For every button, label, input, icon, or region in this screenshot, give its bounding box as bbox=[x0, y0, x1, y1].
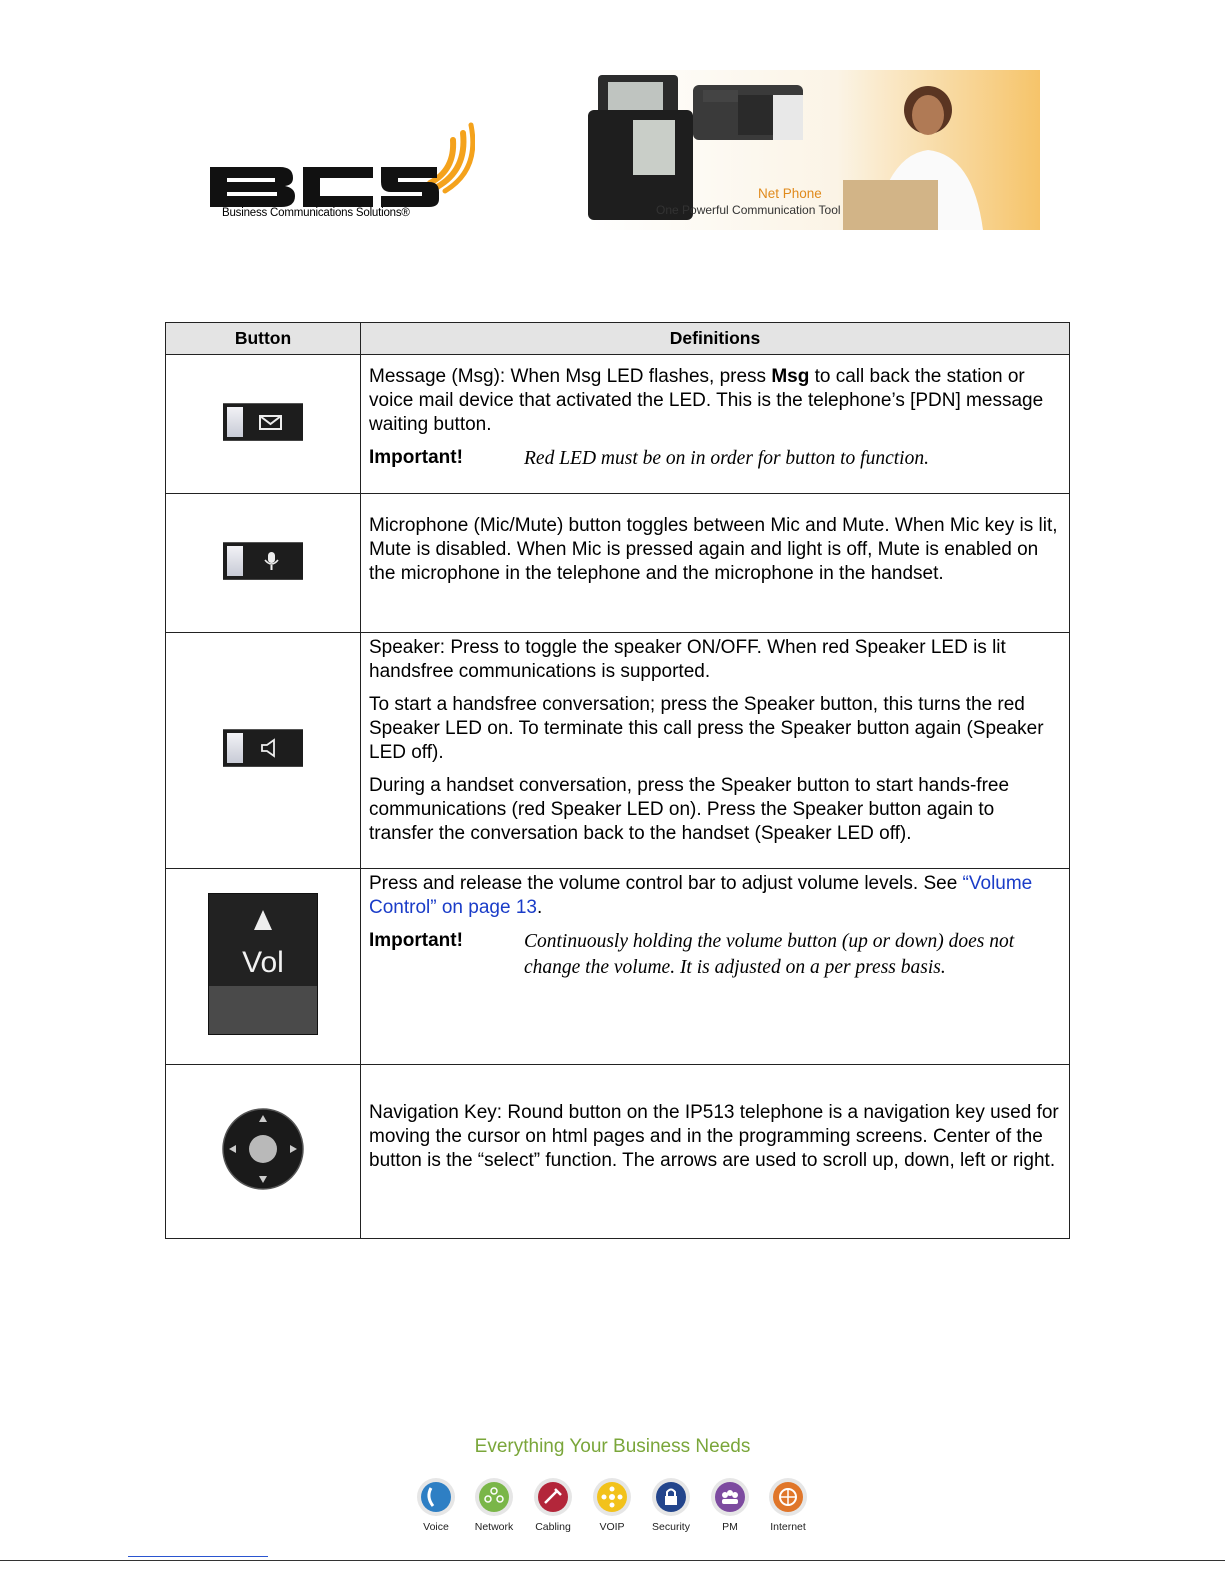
vol-text-pre: Press and release the volume control bar to adjust volume levels. See bbox=[369, 873, 963, 894]
speaker-text-3: During a handset conversation, press the Speaker button to start hands-free communications (red Speaker LED on). Press the Speaker button again to transfer the conversation back to the handset (Speaker LED off). bbox=[369, 775, 1010, 844]
navigation-key-icon bbox=[221, 1107, 305, 1191]
service-internet bbox=[760, 1477, 816, 1533]
footer-link-underline bbox=[128, 1556, 268, 1557]
service-label: Network bbox=[474, 1521, 514, 1533]
speaker-text-2: To start a handsfree conversation; press the Speaker button, this turns the red Speaker LED on. To terminate this call press the Speaker button again (Speaker LED off). bbox=[369, 694, 1044, 763]
microphone-key-icon bbox=[223, 542, 303, 580]
security-icon bbox=[651, 1477, 691, 1517]
definition-cell bbox=[361, 1065, 1070, 1239]
pm-icon bbox=[710, 1477, 750, 1517]
service-label: Cabling bbox=[535, 1521, 571, 1533]
service-pm bbox=[702, 1477, 758, 1533]
definition-cell bbox=[361, 633, 1070, 869]
banner-title: Net Phone bbox=[758, 186, 822, 201]
table-row bbox=[166, 494, 1070, 633]
banner-subtitle: One Powerful Communication Tool bbox=[656, 203, 841, 217]
network-icon bbox=[474, 1477, 514, 1517]
button-cell bbox=[166, 355, 361, 494]
table-row bbox=[166, 1065, 1070, 1239]
voice-icon bbox=[416, 1477, 456, 1517]
footer-tagline: Everything Your Business Needs bbox=[474, 1436, 751, 1457]
msg-text-bold: Msg bbox=[771, 366, 810, 387]
footer-divider bbox=[0, 1560, 1225, 1561]
service-label: Voice bbox=[423, 1521, 449, 1533]
mic-text: Microphone (Mic/Mute) button toggles between Mic and Mute. When Mic key is lit, Mute is disabled. When Mic is pressed again and light is off, Mute is enabled on the microphone in the telephone and the microphone in the handset. bbox=[369, 515, 1058, 584]
definition-cell bbox=[361, 494, 1070, 633]
button-cell bbox=[166, 494, 361, 633]
logo-tagline: Business Communications Solutions® bbox=[222, 207, 410, 219]
important-text: Continuously holding the volume button (up or down) does not change the volume. It is adjusted on a per press basis. bbox=[524, 931, 1015, 978]
internet-icon bbox=[768, 1477, 808, 1517]
service-label: Security bbox=[652, 1521, 690, 1533]
important-note bbox=[369, 446, 1061, 472]
important-note bbox=[369, 929, 1061, 981]
service-label: Internet bbox=[770, 1521, 806, 1533]
important-label: Important! bbox=[369, 447, 463, 468]
column-header-button: Button bbox=[166, 323, 361, 355]
important-text: Red LED must be on in order for button to function. bbox=[524, 448, 929, 469]
table-row bbox=[166, 633, 1070, 869]
speaker-text-1: Speaker: Press to toggle the speaker ON/OFF. When red Speaker LED is lit handsfree communications is supported. bbox=[369, 637, 1006, 682]
service-label: PM bbox=[722, 1521, 738, 1533]
volume-control-link[interactable]: “Volume Control” on page 13 bbox=[369, 873, 1033, 918]
message-key-icon bbox=[223, 403, 303, 441]
nav-text: Navigation Key: Round button on the IP513 telephone is a navigation key used for moving the cursor on html pages and in the programming screens. Center of the button is the “select” function. The arrows are used to scroll up, down, left or right. bbox=[369, 1102, 1059, 1171]
service-network bbox=[466, 1477, 522, 1533]
service-security bbox=[643, 1477, 699, 1533]
definition-cell bbox=[361, 869, 1070, 1065]
volume-key-icon bbox=[208, 893, 318, 1035]
msg-text-pre: Message (Msg): When Msg LED flashes, press bbox=[369, 366, 772, 387]
service-cabling bbox=[525, 1477, 581, 1533]
table-row bbox=[166, 355, 1070, 494]
button-definitions-table bbox=[165, 322, 1070, 1239]
button-cell bbox=[166, 633, 361, 869]
service-voice bbox=[408, 1477, 464, 1533]
vol-text-post: . bbox=[536, 897, 543, 918]
voip-icon bbox=[592, 1477, 632, 1517]
definition-cell bbox=[361, 355, 1070, 494]
important-label: Important! bbox=[369, 930, 463, 951]
column-header-definitions: Definitions bbox=[361, 323, 1070, 355]
button-cell bbox=[166, 1065, 361, 1239]
table-row bbox=[166, 869, 1070, 1065]
volume-key-label: Vol bbox=[242, 946, 284, 979]
button-cell bbox=[166, 869, 361, 1065]
speaker-key-icon bbox=[223, 729, 303, 767]
msg-text-post: to call back the station or voice mail device that activated the LED. This is the telephone’s [PDN] message waiting button. bbox=[369, 366, 1044, 435]
cabling-icon bbox=[533, 1477, 573, 1517]
service-voip bbox=[584, 1477, 640, 1533]
service-label: VOIP bbox=[599, 1521, 625, 1533]
